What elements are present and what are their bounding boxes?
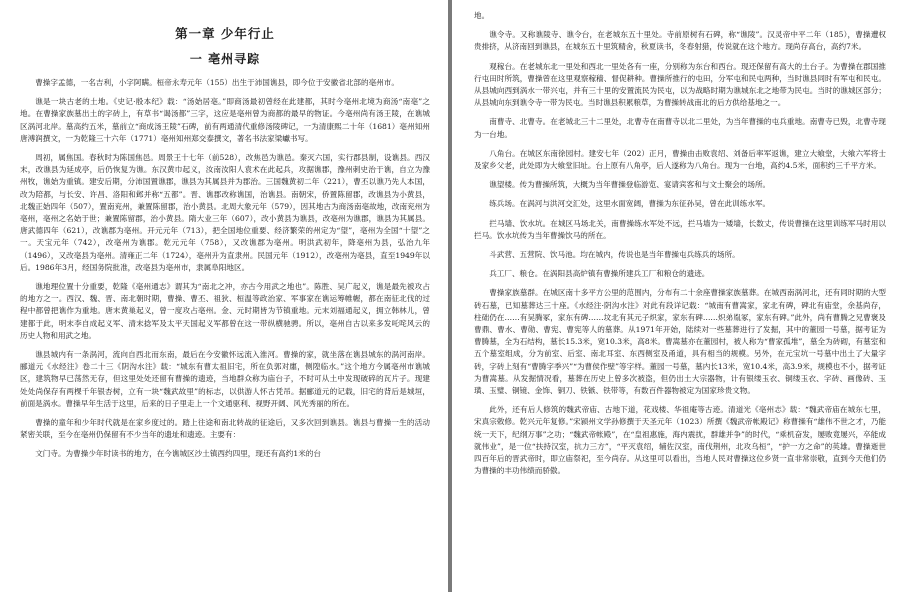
paragraph: 谯地理位置十分重要，乾隆《亳州通志》谓其为“南北之冲，亦古今用武之地也”。陈胜、吴广起义，谯是最先被攻占的地方之一。西汉、魏、晋、南北朝时期，曹操、曹丕、祖狄、桓温等政治家、军事家在谯运筹帷幄，都在南征北伐的过程中都曾把谯作为重地。唐末黄巢起义，曾一度攻占亳州。金、元时期皆为节镇重地。元末刘福通起义，拥立韩林儿，曾建都于此，明末李自成起义军、清末捻军及太平天国起义军都曾在这一带纵横驰骋。所以，亳州自古以来多发吒咤风云的历史人物和用武之地。 [20,282,430,340]
paragraph: 周初，属焦国。春秋时为陈国焦邑。周景王十七年（前528），改焦邑为谯邑。秦灭六国，实行郡县制，设谯县。西汉末，改谯县为延成亭，后仍恢复为谯。东汉黄巾起义，汝南汝阳人袁术在此起兵，攻据谯郡，豫州刺史治于谯，自立为豫州牧，谯始为重镇。建安后期，分沛国置谯郡，谯县为其属县并为郡治。三国魏黄初二年（221），曹丕以谯乃先人本国，改为陪都，与长安、许昌、洛阳和邺并称“五都”。晋、谯郡改称谯国，治谯县。南朝宋，侨置陈留郡，改谯县为小黄县，北魏正始四年（507），置南兖州，兼置陈留郡，治小黄县。北周大象元年（579），因其地古为商汤南亳故地，改南兖州为亳州，亳州之名始于世；兼置陈留郡，治小黄县。隋大业三年（607），改小黄县为谯县，改亳州为谯郡，谯县为其属县。唐武德四年（621），改谯郡为亳州。开元元年（713），把全国地位重要、经济繁荣的州定为“望”，亳州为全国“十望”之一。天宝元年（742），改亳州为谯郡。乾元元年（758），又改谯郡为亳州。明洪武初年，降亳州为县，弘治九年（1496），又改亳县为亳州。清雍正二年（1724），亳州升为直隶州。民国元年（1912），改亳州为亳县，直至1949年以后。1986年3月，经国务院批准，改亳县为亳州市，隶属阜阳地区。 [20,153,430,272]
paragraph: 谯是一块古老的土地。《史记·殷本纪》载：“汤始居亳。”即商汤最初曾经在此建都，其时今亳州北境为商汤“南亳”之地。在曹操家族墓出土的字砖上，有草书“谒汤都”三字，这应是亳州曾为商都的最早的物证。今亳州尚有汤王陵，在谯城区涡河北岸。墓高约五米，墓前立“商成汤王陵”石碑，前有两通清代重修汤陵碑记，一为清康熙二十年（1681）亳州知州唐溥润撰文，一为乾隆三十六年（1771）亳州知州郑交泰撰文，著名书法家梁巘书写。 [20,97,430,143]
paragraph: 曹操家族墓群。在城区南十多平方公里的范围内，分布有二十余座曹操家族墓葬。在城西南涡河北，还有同时期的大型砖石墓，已知墓葬达三十座。《水经注·阴沟水注》对此有段详记载：“城南有曹嵩家，家北有碑，碑北有庙堂，余基尚存，柱础仍在……有吴腾冢，家东有碑……坟北有其元子炽家，家东有碑……炽弟胤冢，家东有碑。”此外，尚有曹腾之兄曹褒及曹鼎、曹水、曹勋、曹宪、曹宪等人的墓葬。从1971年开始，陆续对一些墓葬进行了发掘，其中的董园一号墓，据考证为曹腾墓，全为石结构，墓长15.3米，宽10.3米，高8米。曹嵩墓亦在董园村，被人称为“曹家孤堆”，墓全为砖砌，有墓室和五个墓室组成，分为前室、后室、南北耳室、东西侧室及甬道，具有相当的规模。另外，在元宝坑一号墓中出土了大量字砖，字砖上刻有“曹腾字季兴”“为曹侯作壁”等字样。董园一号墓，墓内长13米，宽10.4米，高3.9米，规模也不小，据考证为曹嵩墓。从发掘情况看，墓葬在历史上曾多次被盗，但仍出土大宗器物，计有银缕玉衣、铜缕玉衣、字砖、画像砖、玉璜、玉璧、铜镜、金饰、铜刀、铁镞、铁带等，有数百件器物被定为国家珍贵文物。 [474,288,886,396]
paragraph: 此外，还有后人修筑的魏武帝庙、古地下道，花戏楼、华祖庵等古迹。清道光《亳州志》载：“魏武帝庙在城东七里，宋真宗敕修。乾兴元年复修。”宋颍州文学孙修撰于天圣元年（1023）所撰《魏武帝帐殿记》称曹操有“雄伟不世之才，乃能统一天下，纪纲万事”之功；“魏武帝帐殿”，在“皇祖惠施，海内震扰，群雄并争”的时代，“乘机奋发，屡败竟屡兴，卒能成就伟业”，是一位“扶持汉室，抗力三方”，“平灭袁绍，辅佐汉室，南伐荆州，北攻乌桓”，“护一方之命”的英雄。曹操逝世四百年后的晋武帝时，即立庙祭祀，至今尚存。从这里可以看出，当地人民对曹操这位乡贤一直非常崇敬，直到今天他们仍为曹操的丰功伟绩而骄傲。 [474,405,886,476]
paragraph: 文门寺。为曹操少年时读书的地方，在今谯城区沙土镇西约四里，现还有高约1米的台 [35,449,321,459]
chapter-title: 第一章 少年行止 [175,26,275,41]
paragraph: 八角台。在城区东南徐园村。建安七年（202）正月，曹操由击败袁绍、刘备后率军返谯，建立大飨堂，大飨六军将士及家乡父老，此处即为大飨堂旧址。台上原有八角亭，后人遂称为八角台。现为一台地，高约4.5米，面积约三千平方米。 [474,148,886,171]
paragraph: 曹操的童年和少年时代就是在家乡度过的。踏上往途和南北转战的征途后，又多次回到谯县。谯县与曹操一生的活动紧密关联，至今在亳州仍保留有不少当年的遗址和遗迹。主要有： [20,418,430,440]
paragraph-continuation: 地。 [474,11,490,20]
paragraph: 拦马墙、饮水坑。在城区马场北关，南曹操练水军处不远，拦马墙为一矮墙，长数丈，传说曹操在这里训练军马时用以拦马。饮水坑传为当年曹操饮马的所在。 [474,218,886,240]
paragraph: 谯令寺。又称谯陵寺、谯令台，在老城东五十里处。寺前原树有石碑，称“谯陵”。汉灵帝中平二年（185），曹操遭权贵排挤，从济南回到谯县，在城东五十里筑精舍，秋夏读书，冬春射猎，传说就在这个地方。现尚存高台，高约7米。 [474,30,886,52]
paragraph: 斗武营、五营院、饮马池。均在城内，传说也是当年曹操屯兵练兵的场所。 [489,250,740,260]
paragraph: 谯望楼。传为曹操所筑，大概为当年曹操登临游览、宴请宾客和与文士聚会的场所。 [489,180,771,190]
paragraph: 曹操字孟德，一名吉利，小字阿瞒。桓帝永寿元年（155）出生于沛国谯县，即今位于安徽省北部的亳州市。 [35,78,399,87]
section-title: 一 亳州寻踪 [189,52,261,66]
paragraph: 观稼台。在老城东北一里处和西北一里处各有一座，分别称为东台和西台。现还保留有高大的土台子。为曹操在郡国推行屯田时所筑，曹操曾在这里观察稼穑、督促耕种。曹操所推行的屯田，分军屯和民屯两种，当时谯县同时有军屯和民屯。从县城向西到涡水一带兴屯，并有三十里的安置流民为民屯，以为战略时期为谯城东北之地带为民屯。当时的谯城区部分；从县城向东到谯令寺一带为民屯。当时谯县积累粮草，为曹操转战南北的后方供给基地之一。 [474,61,886,108]
left-page [0,0,448,592]
paragraph: 练兵场。在涡河与洪河交汇处，这里水面宽阔，曹操为东征孙吴，曾在此训练水军。 [489,199,771,209]
paragraph: 兵工厂、粮仓。在涡阳县高炉镇有曹操所建兵工厂和粮仓的遗迹。 [489,269,710,279]
right-page [452,0,900,592]
paragraph: 谯县城内有一条涡河，流向自西北而东南，最后在今安徽怀远流入淮河。曹操的家，就坐落在谯县城东的涡河南岸。郦道元《水经注》卷二十三《阴沟水注》载：“城东有曹太祖旧宅，所在负郭对廛，侧隍临水。”这个地方今属亳州市谯城区，建筑物早已荡然无存，但这里处处还留有曹操的遗迹，当地群众称为庙台子，不时可从土中发现破碎的瓦片子。现建处处尚保存有两棵千年银杏树，立有一块“魏武故里”的标志，以供游人怀古凭吊。据郦道元的记载，旧宅的背后是城垣，前面是涡水。曹操早年生活于这里，后来的日子里走上一个文通驱利、视野开阔、风光秀丽的所在。 [20,350,430,408]
paragraph: 南曹寺、北曹寺。在老城北三十二里处，北曹寺在南曹寺以北二里处，为当年曹操的屯兵重地。南曹寺已毁，北曹寺现为一台地。 [474,117,886,139]
